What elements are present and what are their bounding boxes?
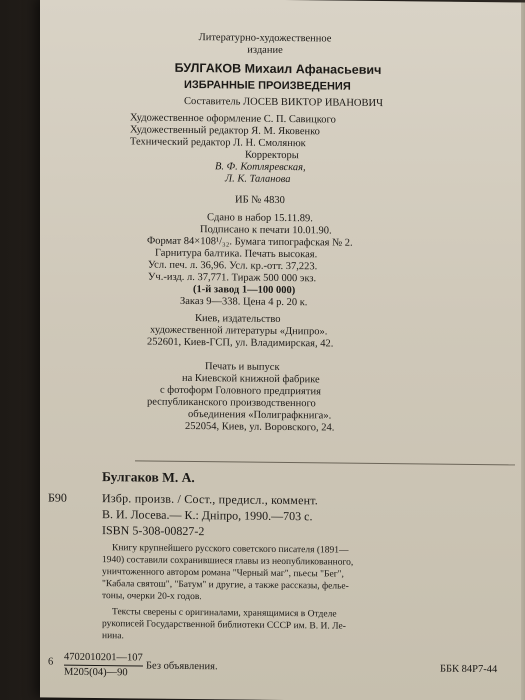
abstract-line-3: уничтоженного автором романа "Черный маг", пьесы "Бег", <box>102 567 344 580</box>
print-line-5: объединения «Полиграфкнига». <box>188 408 332 422</box>
index-code-1: 4702010201—107 <box>64 653 143 666</box>
book-title: ИЗБРАННЫЕ ПРОИЗВЕДЕНИЯ <box>184 78 351 93</box>
catalog-line-2: В. И. Лосева.— К.: Дніпро, 1990.—703 с. <box>102 507 313 524</box>
abstract-line-5: тоны, очерки 20-х годов. <box>102 591 202 603</box>
abstract-line-4: "Кабала святош", "Батум" и другие, а также рассказы, фелье- <box>102 579 349 592</box>
abstract-line-7: рукописей Государственной библиотеки СССР им. В. И. Ле- <box>102 619 346 632</box>
order-price: Заказ 9—338. Цена 4 р. 20 к. <box>180 295 308 309</box>
ib-number: ИБ № 4830 <box>235 194 285 206</box>
series-line-1: Литературно-художественное <box>198 32 332 45</box>
compiler-line: Составитель ЛОСЕВ ВИКТОР ИВАНОВИЧ <box>184 95 383 110</box>
series-line-2: издание <box>247 44 283 56</box>
publisher-line-1: Киев, издательство <box>195 313 281 325</box>
art-editor-line: Художественный редактор Я. М. Яковенко <box>130 124 320 138</box>
publisher-line-2: художественной литературы «Днипро». <box>150 324 328 338</box>
book-page <box>40 0 525 700</box>
art-design-line: Художественное оформление С. П. Савицкого <box>130 112 336 126</box>
print-line-6: 252054, Киев, ул. Воровского, 24. <box>185 420 335 434</box>
catalog-line-1: Избр. произв. / Сост., предисл., коммент. <box>102 491 318 508</box>
index-prefix: 6 <box>48 656 54 668</box>
proofreader-2: Л. К. Таланова <box>225 173 291 186</box>
print-line-3: с фотоформ Головного предприятия <box>160 384 321 398</box>
print-line-1: Печать и выпуск <box>205 361 280 373</box>
signed-date: Подписано к печати 10.01.90. <box>200 224 332 237</box>
proofreader-1: В. Ф. Котляревская, <box>215 161 306 174</box>
proofreaders-label: Корректоры <box>245 149 299 162</box>
tech-editor-line: Технический редактор Л. Н. Смолянюк <box>130 136 306 150</box>
typeset-date: Сдано в набор 15.11.89. <box>207 212 313 225</box>
abstract-line-1: Книгу крупнейшего русского советского писателя (1891— <box>112 543 349 556</box>
no-ads-note: Без объявления. <box>146 660 218 673</box>
publisher-address: 252601, Киев-ГСП, ул. Владимирская, 42. <box>147 336 334 350</box>
sheets-line-1: Усл. печ. л. 36,96. Усл. кр.-отт. 37,223. <box>148 259 318 273</box>
sheets-line-2: Уч.-изд. л. 37,771. Тираж 500 000 экз. <box>148 271 317 285</box>
catalog-heading: Булгаков М. А. <box>102 469 195 486</box>
format-line: Формат 84×108¹/₃₂. Бумага типографская № 2. <box>147 235 353 249</box>
abstract-line-6: Тексты сверены с оригиналами, хранящимися в Отделе <box>112 607 337 620</box>
catalog-code: Б90 <box>48 490 67 505</box>
author-name: БУЛГАКОВ Михаил Афанасьевич <box>174 60 382 78</box>
bbk-code: ББК 84Р7-44 <box>440 663 498 676</box>
print-run: (1-й завод 1—100 000) <box>193 284 296 297</box>
abstract-line-8: нина. <box>102 631 124 642</box>
typeface-line: Гарнитура балтика. Печать высокая. <box>155 247 318 261</box>
page-edge <box>521 2 525 700</box>
print-line-2: на Киевской книжной фабрике <box>182 372 320 386</box>
print-line-4: республиканского производственного <box>147 396 316 410</box>
isbn: ISBN 5-308-00827-2 <box>102 523 205 539</box>
divider-rule <box>135 460 515 465</box>
index-code-2: М205(04)—90 <box>64 666 128 679</box>
abstract-line-2: 1940) составили сохранившиеся главы из неопубликованного, <box>102 555 354 568</box>
